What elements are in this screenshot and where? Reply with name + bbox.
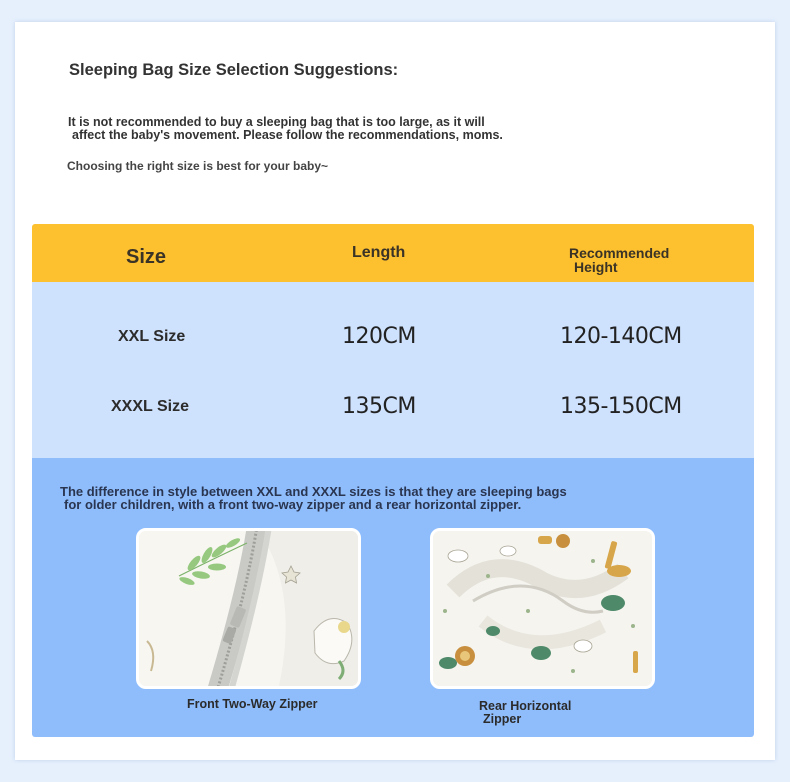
front-caption-line-1: Front Two-Way Zipper xyxy=(187,697,318,711)
header-recommended-height xyxy=(569,246,669,274)
rear-zipper-illustration xyxy=(433,531,652,686)
cell-size: XXL Size xyxy=(118,328,186,345)
header-height-line-2: Height xyxy=(574,259,618,275)
header-size: Size xyxy=(126,246,167,268)
style-difference-section xyxy=(32,458,754,737)
cell-height: 135-150CM xyxy=(560,394,682,419)
cell-length: 120CM xyxy=(342,324,416,349)
front-zipper-photo xyxy=(136,528,361,689)
front-zipper-caption xyxy=(187,698,318,711)
size-table-body xyxy=(32,282,754,458)
rear-zipper-caption xyxy=(479,700,571,726)
cell-size: XXXL Size xyxy=(111,398,189,415)
intro-line-1: It is not recommended to buy a sleeping bag that is too large, as it will xyxy=(68,115,485,129)
style-difference-text xyxy=(60,485,567,511)
cell-length: 135CM xyxy=(342,394,416,419)
choose-size-text: Choosing the right size is best for your baby~ xyxy=(67,159,329,173)
page-title: Sleeping Bag Size Selection Suggestions: xyxy=(69,61,399,79)
header-length: Length xyxy=(352,244,406,261)
size-table-header xyxy=(32,224,754,282)
rear-caption-line-2: Zipper xyxy=(483,712,522,726)
style-line-1: The difference in style between XXL and XXXL sizes is that they are sleeping bags xyxy=(60,484,567,499)
front-zipper-illustration xyxy=(139,531,358,686)
header-height-line-1: Recommended xyxy=(569,245,670,261)
table-row xyxy=(32,318,754,358)
rear-caption-line-1: Rear Horizontal xyxy=(479,699,572,713)
intro-line-2: affect the baby's movement. Please follow the recommendations, moms. xyxy=(72,128,503,142)
table-row xyxy=(32,388,754,428)
rear-zipper-photo xyxy=(430,528,655,689)
cell-height: 120-140CM xyxy=(560,324,682,349)
intro-text xyxy=(68,116,503,142)
style-line-2: for older children, with a front two-way zipper and a rear horizontal zipper. xyxy=(64,497,522,512)
